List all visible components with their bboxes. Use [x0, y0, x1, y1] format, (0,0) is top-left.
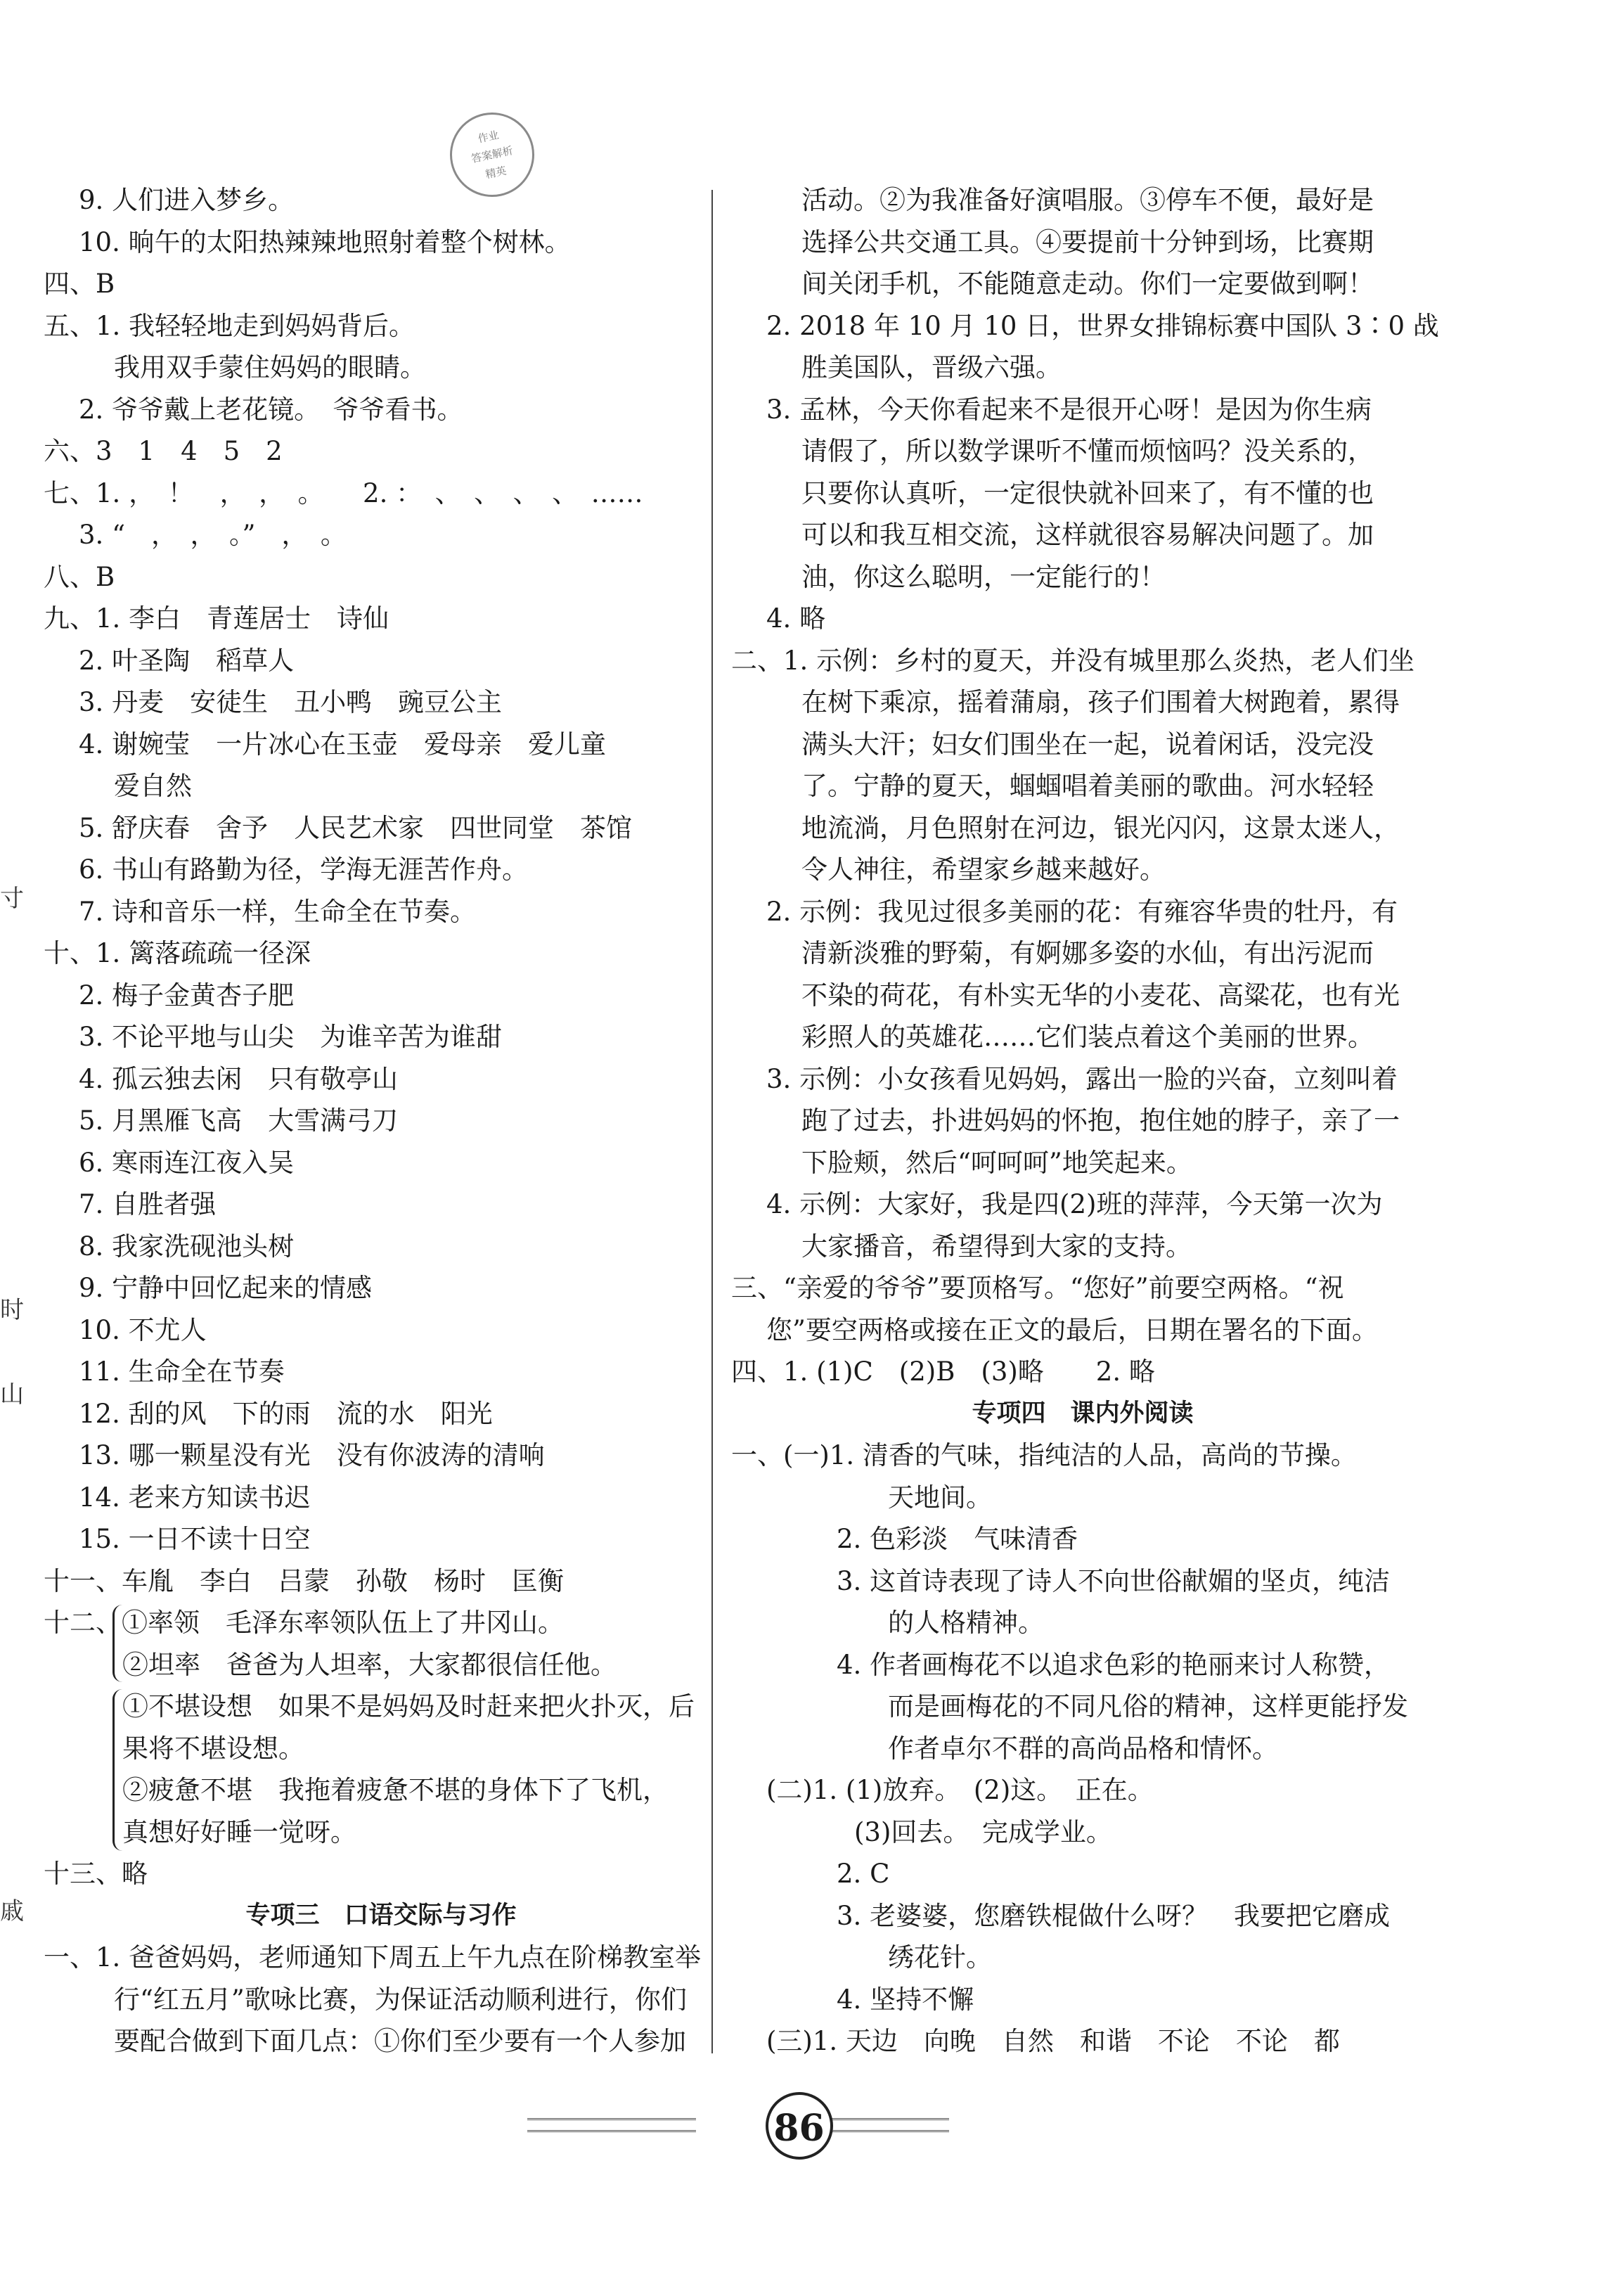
answer-line: 十二、①率领 毛泽东率领队伍上了井冈山。 — [44, 1608, 564, 1638]
column-divider — [711, 190, 713, 2053]
answer-line: 要配合做到下面几点：①你们至少要有一个人参加 — [114, 2026, 686, 2056]
answer-line: 11. 生命全在节奏 — [79, 1357, 285, 1387]
answer-line: 2. 梅子金黄杏子肥 — [79, 980, 295, 1011]
answer-line: 2. 爷爷戴上老花镜。 爷爷看书。 — [79, 394, 463, 425]
answer-line: 绣花针。 — [888, 1942, 992, 1973]
left-answer-column — [44, 179, 719, 2063]
answer-line: 2. 叶圣陶 稻草人 — [79, 645, 295, 676]
answer-line: 二、1. 示例：乡村的夏天，并没有城里那么炎热，老人们坐 — [731, 645, 1415, 676]
answer-line: 下脸颊，然后“呵呵呵”地笑起来。 — [801, 1147, 1192, 1178]
edge-mark: 山 — [0, 1380, 24, 1409]
answer-line: 五、1. 我轻轻地走到妈妈背后。 — [44, 310, 415, 341]
answer-line: 七、1. ， ！ ， ， 。 2. ： 、 、 、 、 …… — [44, 477, 643, 508]
answer-line: 活动。②为我准备好演唱服。③停车不便，最好是 — [801, 185, 1374, 215]
stamp-line-2: 答案解析 — [470, 143, 515, 166]
answer-line: 行“红五月”歌咏比赛，为保证活动顺利进行，你们 — [114, 1984, 687, 2015]
edge-mark: 时 — [0, 1296, 24, 1324]
answer-line: 真想好好睡一觉呀。 — [122, 1816, 356, 1847]
answer-line: 四、B — [44, 269, 115, 299]
answer-line: (三)1. 天边 向晚 自然 和谐 不论 不论 都 — [766, 2026, 1340, 2056]
answer-line: 作者卓尔不群的高尚品格和情怀。 — [888, 1733, 1278, 1764]
answer-line: 跑了过去，扑进妈妈的怀抱，抱住她的脖子，亲了一 — [801, 1105, 1400, 1136]
answer-line: 3. 这首诗表现了诗人不向世俗献媚的坚贞，纯洁 — [837, 1565, 1391, 1596]
answer-line: 3. 示例：小女孩看见妈妈，露出一脸的兴奋，立刻叫着 — [766, 1063, 1398, 1094]
answer-line: 12. 刮的风 下的雨 流的水 阳光 — [79, 1398, 493, 1429]
answer-line: ①不堪设想 如果不是妈妈及时赶来把火扑灭，后 — [122, 1691, 695, 1721]
answer-line: (3)回去。 完成学业。 — [854, 1816, 1112, 1847]
answer-line: 果将不堪设想。 — [122, 1733, 304, 1764]
answer-line: 地流淌，月色照射在河边，银光闪闪，这景太迷人， — [801, 812, 1400, 843]
answer-line: 十、1. 篱落疏疏一径深 — [44, 938, 311, 968]
edge-mark: 戚 — [0, 1897, 24, 1925]
answer-line: 4. 示例：大家好，我是四(2)班的萍萍，今天第一次为 — [766, 1189, 1383, 1219]
answer-line: 4. 作者画梅花不以追求色彩的艳丽来讨人称赞， — [837, 1649, 1391, 1680]
answer-line: 不染的荷花，有朴实无华的小麦花、高粱花，也有光 — [801, 980, 1400, 1011]
answer-line: 2. 色彩淡 气味清香 — [837, 1524, 1078, 1554]
answer-line: 2. 2018 年 10 月 10 日，世界女排锦标赛中国队 3∶0 战 — [766, 310, 1439, 341]
answer-line: 可以和我互相交流，这样就很容易解决问题了。加 — [801, 520, 1374, 550]
page-number: 86 — [766, 2092, 833, 2160]
answer-line: 十一、车胤 李白 吕蒙 孙敬 杨时 匡衡 — [44, 1565, 564, 1596]
answer-line: 油，你这么聪明，一定能行的！ — [801, 561, 1166, 592]
answer-line: 4. 孤云独去闲 只有敬亭山 — [79, 1063, 399, 1094]
answer-line: 2. 示例：我见过很多美丽的花：有雍容华贵的牡丹，有 — [766, 896, 1398, 927]
answer-line: 一、(一)1. 清香的气味，指纯洁的人品，高尚的节操。 — [731, 1440, 1357, 1470]
section-heading: 专项三 口语交际与习作 — [245, 1901, 517, 1930]
answer-line: 大家播音，希望得到大家的支持。 — [801, 1231, 1192, 1262]
answer-line: 14. 老来方知读书迟 — [79, 1482, 311, 1513]
answer-line: 请假了，所以数学课听不懂而烦恼吗？没关系的， — [801, 436, 1374, 466]
brace-bracket — [112, 1689, 123, 1851]
answer-line: 清新淡雅的野菊，有婀娜多姿的水仙，有出污泥而 — [801, 938, 1374, 968]
answer-line: 胜美国队，晋级六强。 — [801, 352, 1062, 383]
answer-line: 一、1. 爸爸妈妈，老师通知下周五上午九点在阶梯教室举 — [44, 1942, 702, 1973]
answer-line: ②疲惫不堪 我拖着疲惫不堪的身体下了飞机， — [122, 1775, 669, 1805]
answer-line: 满头大汗；妇女们围坐在一起，说着闲话，没完没 — [801, 729, 1374, 759]
answer-line: 3. 老婆婆，您磨铁棍做什么呀？ 我要把它磨成 — [837, 1900, 1391, 1931]
answer-line: 9. 宁静中回忆起来的情感 — [79, 1273, 373, 1303]
answer-line: 7. 自胜者强 — [79, 1189, 217, 1219]
answer-line: 彩照人的英雄花……它们装点着这个美丽的世界。 — [801, 1022, 1374, 1052]
answer-line: 您”要空两格或接在正文的最后，日期在署名的下面。 — [766, 1314, 1378, 1345]
answer-line: 5. 月黑雁飞高 大雪满弓刀 — [79, 1105, 399, 1136]
answer-line: 间关闭手机，不能随意走动。你们一定要做到啊！ — [801, 269, 1374, 299]
page-number-wrapper — [0, 2092, 1598, 2160]
answer-line: 爱自然 — [114, 771, 192, 801]
answer-line: 15. 一日不读十日空 — [79, 1524, 311, 1554]
answer-line: 只要你认真听，一定很快就补回来了，有不懂的也 — [801, 477, 1374, 508]
brace-bracket — [112, 1605, 123, 1682]
answer-line: 4. 略 — [766, 603, 826, 634]
answer-line: 3. 孟林，今天你看起来不是很开心呀！是因为你生病 — [766, 394, 1372, 425]
answer-line: 13. 哪一颗星没有光 没有你波涛的清响 — [79, 1440, 545, 1470]
answer-line: 3. “ ， ， 。” ， 。 — [79, 520, 347, 550]
answer-line: 10. 不尤人 — [79, 1314, 207, 1345]
answer-line: 在树下乘凉，摇着蒲扇，孩子们围着大树跑着，累得 — [801, 687, 1400, 717]
answer-line: 10. 晌午的太阳热辣辣地照射着整个树林。 — [79, 226, 571, 257]
answer-line: 了。宁静的夏天，蝈蝈唱着美丽的歌曲。河水轻轻 — [801, 771, 1374, 801]
answer-line: 的人格精神。 — [888, 1608, 1044, 1638]
answer-line: 8. 我家洗砚池头树 — [79, 1231, 295, 1262]
answer-line: 我用双手蒙住妈妈的眼睛。 — [114, 352, 426, 383]
answer-line: 令人神往，希望家乡越来越好。 — [801, 854, 1166, 885]
answer-line: 2. C — [837, 1859, 890, 1889]
answer-line: (二)1. (1)放弃。 (2)这。 正在。 — [766, 1775, 1154, 1805]
answer-line: 六、3 1 4 5 2 — [44, 436, 283, 466]
edge-mark: 寸 — [0, 885, 24, 913]
answer-line: 4. 坚持不懈 — [837, 1984, 974, 2015]
answer-line: 十三、略 — [44, 1859, 148, 1889]
answer-line: 7. 诗和音乐一样，生命全在节奏。 — [79, 896, 477, 927]
answer-line: 5. 舒庆春 舍予 人民艺术家 四世同堂 茶馆 — [79, 812, 633, 843]
answer-line: 天地间。 — [888, 1482, 992, 1513]
answer-line: 9. 人们进入梦乡。 — [79, 185, 295, 215]
answer-line: 6. 书山有路勤为径，学海无涯苦作舟。 — [79, 854, 529, 885]
answer-line: 三、“亲爱的爷爷”要顶格写。“您好”前要空两格。“祝 — [731, 1273, 1344, 1303]
answer-line: 四、1. (1)C (2)B (3)略 2. 略 — [731, 1357, 1155, 1387]
stamp-line-3: 精英 — [484, 164, 508, 181]
answer-line: 选择公共交通工具。④要提前十分钟到场，比赛期 — [801, 226, 1374, 257]
answer-line: 6. 寒雨连江夜入吴 — [79, 1147, 295, 1178]
right-answer-column — [731, 179, 1439, 2063]
answer-line: 3. 丹麦 安徒生 丑小鸭 豌豆公主 — [79, 687, 503, 717]
answer-line: 而是画梅花的不同凡俗的精神，这样更能抒发 — [888, 1691, 1408, 1721]
stamp-line-1: 作业 — [477, 128, 501, 146]
answer-line: 九、1. 李白 青莲居士 诗仙 — [44, 603, 389, 634]
answer-line: 4. 谢婉莹 一片冰心在玉壶 爱母亲 爱儿童 — [79, 729, 607, 759]
answer-line: 八、B — [44, 561, 115, 592]
answer-line: 3. 不论平地与山尖 为谁辛苦为谁甜 — [79, 1022, 503, 1052]
section-heading: 专项四 课内外阅读 — [972, 1399, 1194, 1428]
answer-line: ②坦率 爸爸为人坦率，大家都很信任他。 — [122, 1649, 617, 1680]
